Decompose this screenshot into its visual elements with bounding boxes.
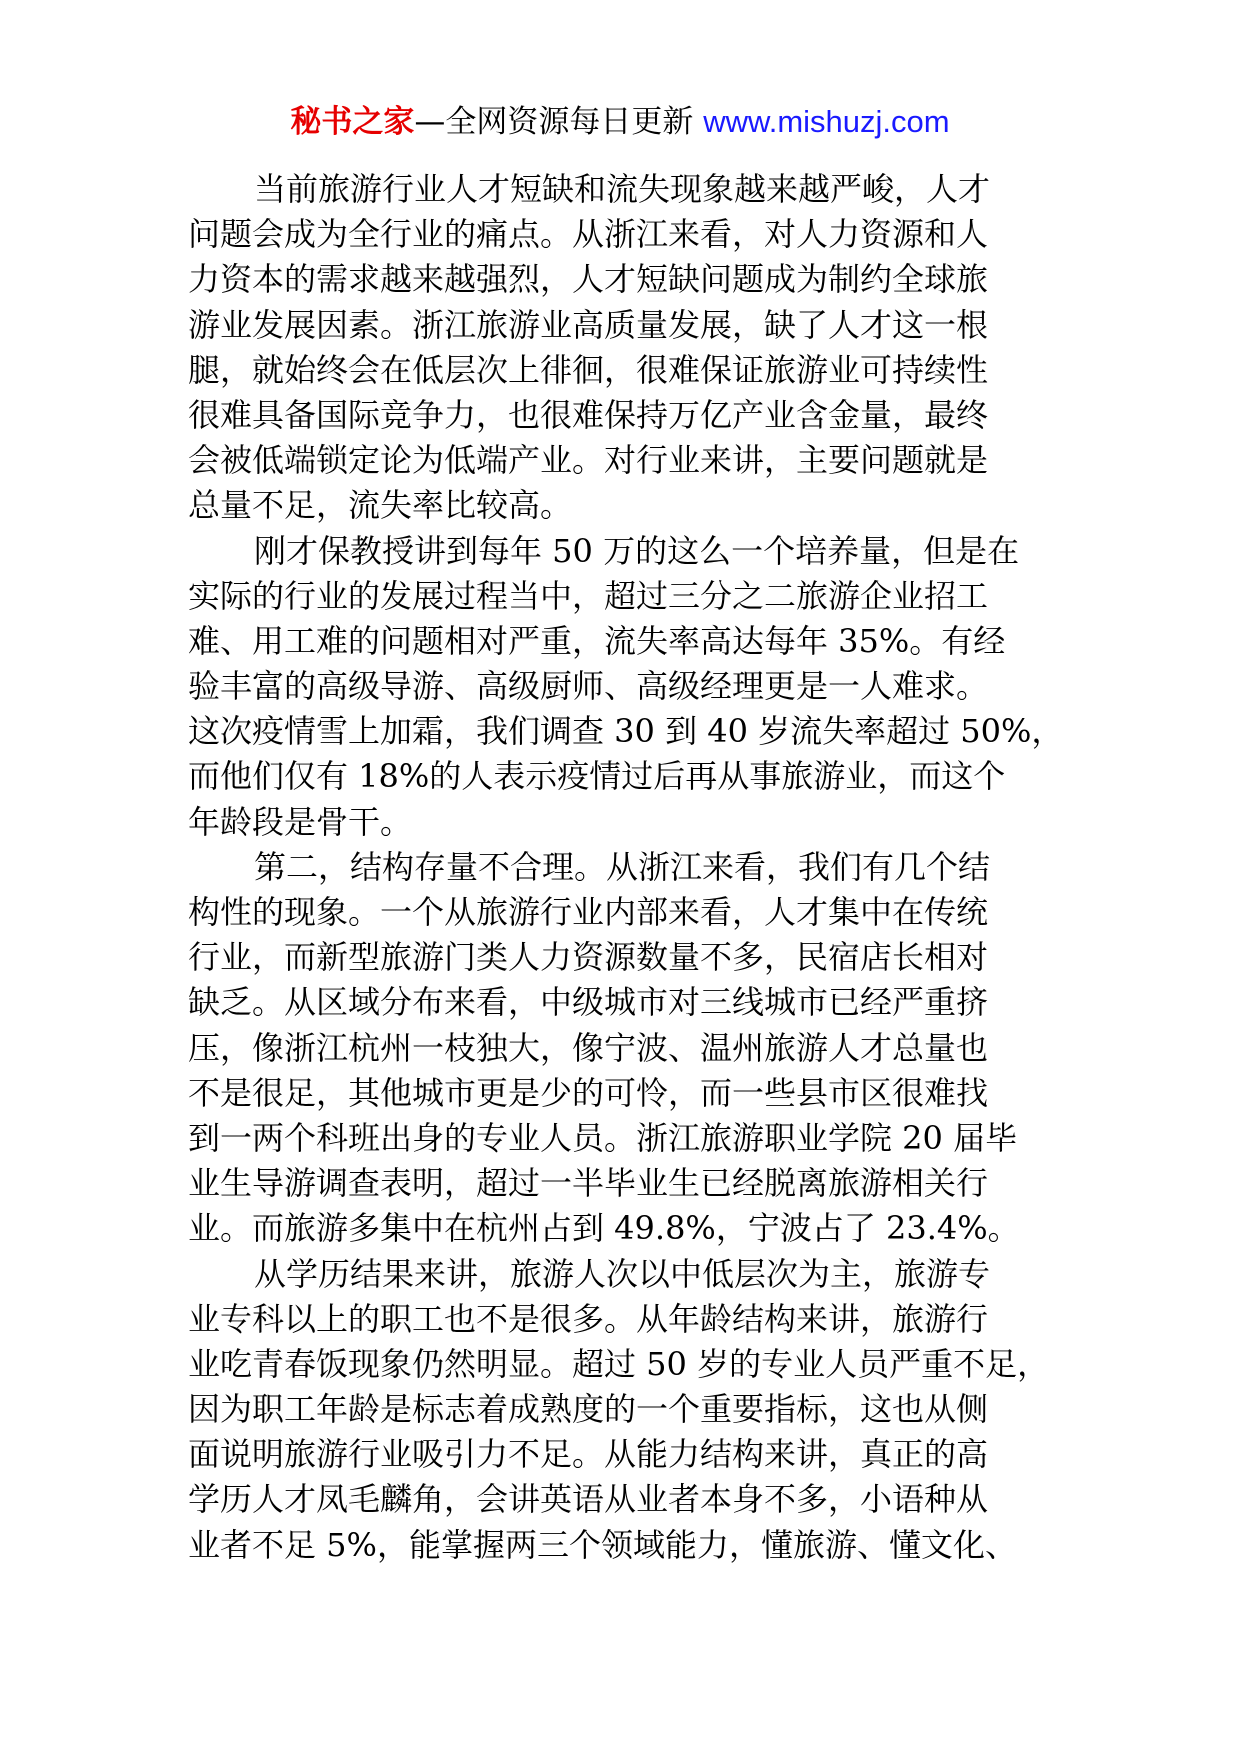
text-line: 腿，就始终会在低层次上徘徊，很难保证旅游业可持续性 [188,350,989,389]
paragraph [188,167,1088,529]
text-line: 缺乏。从区域分布来看，中级城市对三线城市已经严重挤 [188,983,989,1022]
text-line: 刚才保教授讲到每年 50 万的这么一个培养量，但是在 [254,531,1020,570]
text-line: 构性的现象。一个从旅游行业内部来看，人才集中在传统 [188,893,989,931]
text-line: 业者不足 5%，能掌握两三个领域能力，懂旅游、懂文化、 [188,1525,1017,1564]
text-line: 游业发展因素。浙江旅游业高质量发展，缺了人才这一根 [188,305,989,344]
document-body [188,167,1088,1568]
text-line: 业吃青春饭现象仍然明显。超过 50 岁的专业人员严重不足， [188,1344,1050,1383]
text-line: 很难具备国际竞争力，也很难保持万亿产业含金量，最终 [188,395,989,434]
text-line: 学历人才凤毛麟角，会讲英语从业者本身不多，小语种从 [188,1480,989,1519]
paragraph [188,1252,1088,1568]
text-line: 年龄段是骨干。 [188,802,413,841]
text-line: 力资本的需求越来越强烈，人才短缺问题成为制约全球旅 [188,260,989,299]
text-line: 面说明旅游行业吸引力不足。从能力结构来讲，真正的高 [188,1435,989,1474]
text-line: 行业，而新型旅游门类人力资源数量不多，民宿店长相对 [188,938,989,977]
text-line: 总量不足，流失率比较高。 [188,486,573,525]
text-line: 这次疫情雪上加霜，我们调查 30 到 40 岁流失率超过 50%， [188,712,1064,751]
text-line: 问题会成为全行业的痛点。从浙江来看，对人力资源和人 [188,215,989,254]
paragraph [188,845,1088,1252]
text-line: 业专科以上的职工也不是很多。从年龄结构来讲，旅游行 [188,1299,989,1338]
text-line: 业。而旅游多集中在杭州占到 49.8%，宁波占了 23.4%。 [188,1209,1020,1248]
text-line: 压，像浙江杭州一枝独大，像宁波、温州旅游人才总量也 [188,1028,989,1067]
header-brand: 秘书之家 [290,104,415,140]
text-line: 因为职工年龄是标志着成熟度的一个重要指标，这也从侧 [188,1390,989,1429]
text-line: 从学历结果来讲，旅游人次以中低层次为主，旅游专 [254,1254,991,1293]
text-line: 而他们仅有 18%的人表示疫情过后再从事旅游业，而这个 [188,757,1006,796]
page-header [0,100,1240,144]
text-line: 难、用工难的问题相对严重，流失率高达每年 35%。有经 [188,621,1006,660]
text-line: 到一两个科班出身的专业人员。浙江旅游职业学院 20 届毕 [188,1118,1018,1157]
header-tagline: —全网资源每日更新 [414,104,704,140]
text-line: 当前旅游行业人才短缺和流失现象越来越严峻，人才 [254,170,991,208]
text-line: 实际的行业的发展过程当中，超过三分之二旅游企业招工 [188,576,989,615]
header-site-link[interactable]: www.mishuzj.com [703,104,950,139]
text-line: 第二，结构存量不合理。从浙江来看，我们有几个结 [254,847,991,886]
text-line: 不是很足，其他城市更是少的可怜，而一些县市区很难找 [188,1073,989,1112]
text-line: 会被低端锁定论为低端产业。对行业来讲，主要问题就是 [188,441,989,480]
text-line: 业生导游调查表明，超过一半毕业生已经脱离旅游相关行 [188,1164,989,1203]
paragraph [188,529,1088,845]
text-line: 验丰富的高级导游、高级厨师、高级经理更是一人难求。 [188,667,989,706]
